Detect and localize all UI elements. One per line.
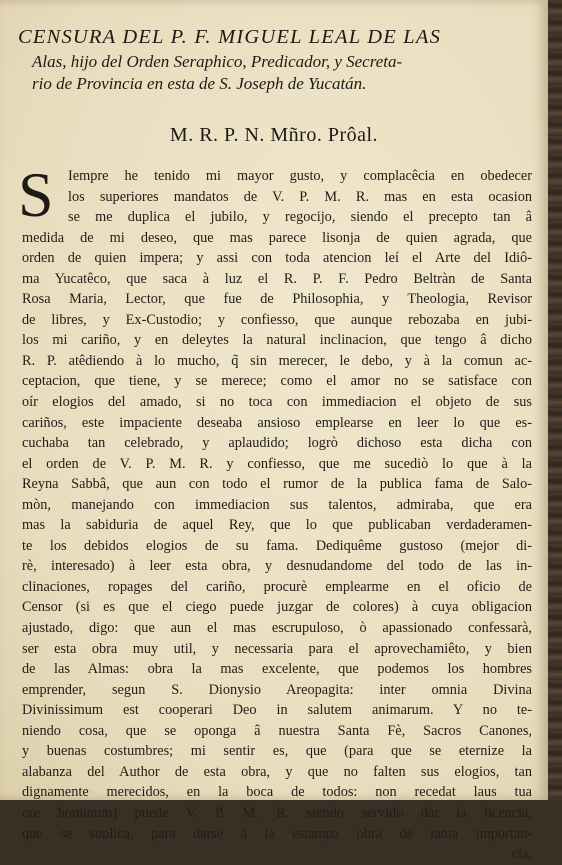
body-line: el orden de V. P. M. R. y confiesso, que me sucediò lo que à la bbox=[22, 455, 532, 472]
drop-cap: S bbox=[18, 159, 54, 230]
body-line: de libres, y Ex-Custodio; y confiesso, que aunque rebozaba en jubi- bbox=[22, 311, 532, 328]
body-line: orden de quien impera; y assi con toda atencion leí el Arte del Idiô- bbox=[22, 250, 532, 267]
body-line: que se suplica, para darse à la estampa obra de tanta importan- bbox=[22, 825, 532, 842]
body-line: medida de mi deseo, que mas parece lisonja de quien agrada, que bbox=[22, 229, 532, 246]
body-line: emprender, segun S. Dionysio Areopagita: inter omnia Divina bbox=[22, 681, 532, 698]
body-line: mas la sabiduria de aquel Rey, que lo que publicaban verdaderamen- bbox=[22, 517, 532, 534]
body-line: ma Yucatêco, que saca à luz el R. P. F. Pedro Beltràn de Santa bbox=[22, 270, 532, 287]
body-line: R. P. atêdiendo à lo mucho, q̃ sin merecer, le debo, y à la comun ac- bbox=[22, 352, 532, 369]
body-line: los mi cariño, y en deleytes la natural inclinacion, que tengo â dicho bbox=[22, 332, 532, 349]
body-line: Rosa Maria, Lector, que fue de Philosophia, y Theologia, Revisor bbox=[22, 291, 532, 308]
body-line: rè, interesado) à leer esta obra, y desnudandome del todo de las in- bbox=[22, 558, 532, 575]
body-line: niendo cosa, que se oponga â nuestra Santa Fè, Sacros Canones, bbox=[22, 722, 532, 739]
body-line: clinaciones, ropages del cariño, procurè emplearme en el oficio de bbox=[22, 578, 532, 595]
salutation: M. R. P. N. Mñro. Prôal. bbox=[169, 124, 379, 146]
body-line: Censor (si es que el ciego puede juzgar de colores) à cuya obligacion bbox=[22, 599, 532, 616]
book-binding-edge bbox=[548, 0, 562, 800]
body-line: ajustado, digo: que aun el mas escrupuloso, ò apassionado confessarà, bbox=[22, 620, 532, 637]
censura-heading bbox=[18, 26, 488, 94]
body-line: los superiores mandatos de V. P. M. R. mas en esta ocasion bbox=[68, 188, 532, 205]
heading-line-3: rio de Provincia en esta de S. Joseph de Yucatán. bbox=[32, 74, 367, 93]
body-line: ser esta obra muy util, y necessaria para el aprovechamiêto, y bien bbox=[22, 640, 532, 657]
body-line: Reyna Sabbâ, que aun con todo el rumor de la publica fama de Salo- bbox=[22, 476, 532, 493]
body-line: cia, bbox=[511, 846, 532, 863]
heading-line-1: CENSURA DEL P. F. MIGUEL LEAL DE LAS bbox=[18, 26, 442, 48]
body-line: Iempre he tenido mi mayor gusto, y complacêcia en obedecer bbox=[68, 168, 532, 184]
body-line: cuchaba tan celebrado, y aplaudido; logrò dichoso esta dicha con bbox=[22, 435, 532, 452]
heading-line-2: Alas, hijo del Orden Seraphico, Predicador, y Secreta- bbox=[32, 52, 403, 71]
body-line: Divinissimum est cooperari Deo in salutem animarum. Y no te- bbox=[22, 702, 532, 719]
body-line: y buenas costumbres; mi sentir es, que (para que se eternize la bbox=[22, 743, 532, 760]
body-line: te los debidos elogios de su fama. Dediquême gustoso (mejor di- bbox=[22, 537, 532, 554]
body-line: oír elogios del amado, si no toca con immediacion el objeto de sus bbox=[22, 394, 532, 411]
body-line: dignamente merecidos, en la boca de todos: non recedat laus tua bbox=[22, 784, 532, 801]
body-line: ceptacion, que tiene, y se merece; como el amor no se satisface con bbox=[22, 373, 532, 390]
censura-body-text bbox=[22, 166, 532, 865]
body-line: se me duplica el jubilo, y regocijo, siendo el precepto tan â bbox=[68, 209, 532, 226]
body-line: alabanza del Author de esta obra, y que no falten sus elogios, tan bbox=[22, 763, 532, 780]
body-line: de las Almas: obra la mas excelente, que podemos los hombres bbox=[22, 661, 532, 678]
body-line: mòn, manejando con immediacion sus talentos, admiraba, que era bbox=[22, 496, 532, 513]
body-line: cariños, este impaciente deseaba ansioso emplearse en leer lo que es- bbox=[22, 414, 532, 431]
body-line: ore hominum) puede V. P. M. R. siendo servido dar la licencia, bbox=[22, 804, 532, 821]
